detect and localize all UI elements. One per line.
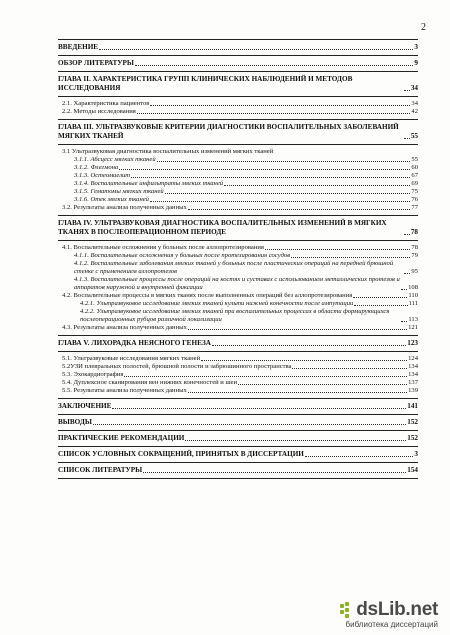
toc-entry-title: 5.5. Результаты анализа полученных данных <box>62 387 187 394</box>
toc-leader-dots <box>188 329 407 330</box>
toc-entry-page: 110 <box>408 292 418 299</box>
toc-section <box>58 97 418 120</box>
toc-chapter-entry <box>58 402 418 411</box>
toc-entry-page: 42 <box>411 108 418 115</box>
toc-entry-title: ПРАКТИЧЕСКИЕ РЕКОМЕНДАЦИИ <box>58 434 185 442</box>
toc-entry-title: 4.1.2. Воспалительные заболевания мягких тканей у больных после пластических операций на передней брюшной стенке с применением аллопротезов <box>74 260 394 275</box>
toc-entry-page: 134 <box>408 363 418 370</box>
toc-leader-dots <box>292 368 407 369</box>
toc-entry-title: 3.1 Ультразвуковая диагностика воспалительных изменений мягких тканей <box>62 148 274 155</box>
toc-entry <box>58 164 418 172</box>
toc-entry-title: ГЛАВА V. ЛИХОРАДКА НЕЯСНОГО ГЕНЕЗА <box>58 339 211 347</box>
toc-entry-page: 60 <box>411 164 418 171</box>
toc-chapter-entry <box>58 219 418 237</box>
toc-section <box>58 216 418 241</box>
toc-entry-page: 152 <box>407 418 418 426</box>
toc-entry-title: 2.1. Характеристика пациентов <box>62 100 150 107</box>
toc-entry <box>58 196 418 204</box>
toc-leader-dots <box>143 472 406 473</box>
toc-entry-page: 124 <box>408 355 418 362</box>
toc-entry-title: 4.2.1. Ультразвуковое исследование мягких тканей культи нижней конечности после ампутации <box>80 300 354 307</box>
toc-section <box>58 463 418 478</box>
toc-leader-dots <box>224 185 410 186</box>
toc-leader-dots <box>201 360 407 361</box>
toc-leader-dots <box>93 424 406 425</box>
toc-entry-title: 4.3. Результаты анализа полученных данных <box>62 324 187 331</box>
toc-entry <box>58 300 418 308</box>
watermark-subtitle: библиотека диссертаций <box>345 620 438 629</box>
toc-leader-dots <box>291 257 410 258</box>
toc-chapter-entry <box>58 339 418 348</box>
toc-entry-page: 108 <box>408 284 418 291</box>
toc-leader-dots <box>150 105 410 106</box>
toc-entry-title: 5.4. Дуплексное сканирования вен нижних конечностей и шеи <box>62 379 238 386</box>
toc-entry <box>58 276 418 292</box>
toc-entry-page: 75 <box>411 188 418 195</box>
toc-entry <box>58 188 418 196</box>
toc-entry-page: 78 <box>411 244 418 251</box>
toc-chapter-entry <box>58 123 418 141</box>
toc-leader-dots <box>212 345 406 346</box>
toc-leader-dots <box>185 440 406 441</box>
toc-leader-dots <box>137 113 411 114</box>
toc-entry-page: 154 <box>407 466 418 474</box>
toc-section <box>58 352 418 399</box>
toc-leader-dots <box>165 193 411 194</box>
toc-chapter-entry <box>58 450 418 459</box>
toc-entry-title: 5.2УЗИ плевральных полостей, брюшной полости и забрюшинного пространства <box>62 363 292 370</box>
toc-entry <box>58 363 418 371</box>
toc-leader-dots <box>404 234 410 235</box>
toc-chapter-entry <box>58 434 418 443</box>
toc-chapter-entry <box>58 418 418 427</box>
toc-leader-dots <box>157 161 411 162</box>
toc-entry <box>58 204 418 212</box>
toc-entry-title: 3.1.1. Абсцесс мягких тканей <box>74 156 156 163</box>
toc-entry-page: 152 <box>407 434 418 442</box>
toc-chapter-entry <box>58 43 418 52</box>
toc-entry-page: 78 <box>410 228 418 236</box>
toc-section <box>58 336 418 352</box>
watermark-logo-text: dsLib.net <box>356 599 438 620</box>
toc-entry <box>58 355 418 363</box>
toc-entry <box>58 387 418 395</box>
toc-section <box>58 56 418 72</box>
toc-section <box>58 72 418 97</box>
toc-entry-page: 9 <box>414 59 418 67</box>
toc-entry-title: 5.1. Ультразвуковые исследования мягких тканей <box>62 355 201 362</box>
toc-entry-title: ГЛАВА II. ХАРАКТЕРИСТИКА ГРУПП КЛИНИЧЕСКИХ НАБЛЮДЕНИЙ И МЕТОДОВ ИССЛЕДОВАНИЯ <box>58 75 353 92</box>
page-number: 2 <box>421 22 426 33</box>
toc-entry-title: ВЫВОДЫ <box>58 418 92 426</box>
toc-entry-title: 4.2. Воспалительные процессы в мягких тканях после выполненных операций без аллопротезирования <box>62 292 353 299</box>
toc-leader-dots <box>305 456 414 457</box>
toc-entry-page: 95 <box>411 268 418 275</box>
toc-entry-page: 141 <box>407 402 418 410</box>
toc-entry-page: 134 <box>408 371 418 378</box>
toc-entry-title: СПИСОК УСЛОВНЫХ СОКРАЩЕНИЙ, ПРИНЯТЫХ В ДИССЕРТАЦИИ <box>58 450 304 458</box>
toc-entry-title: 3.1.3. Остеомиелит <box>74 172 131 179</box>
toc-leader-dots <box>401 289 407 290</box>
toc-leader-dots <box>401 321 407 322</box>
toc-entry-title: ГЛАВА IV. УЛЬТРАЗВУКОВАЯ ДИАГНОСТИКА ВОСПАЛИТЕЛЬНЫХ ИЗМЕНЕНИЙ В МЯГКИХ ТКАНЯХ В ПОСЛЕОПЕРАЦИОННОМ ПЕРИОДЕ <box>58 219 387 236</box>
toc-section <box>58 431 418 447</box>
toc-leader-dots <box>265 249 410 250</box>
toc-entry-page: 76 <box>411 196 418 203</box>
toc-leader-dots <box>404 90 410 91</box>
toc-entry <box>58 148 418 156</box>
watermark <box>340 599 438 629</box>
toc-leader-dots <box>150 201 410 202</box>
toc-entry-page: 34 <box>410 84 418 92</box>
toc-chapter-entry <box>58 466 418 475</box>
toc-entry-page: 123 <box>407 339 418 347</box>
toc-entry-title: ВВЕДЕНИЕ <box>58 43 99 51</box>
toc-section <box>58 120 418 145</box>
toc-entry-title: 3.1.5. Гематомы мягких тканей <box>74 188 164 195</box>
toc-leader-dots <box>238 384 407 385</box>
toc-entry-page: 3 <box>414 450 418 458</box>
toc-entry-title: 3.2. Результаты анализа полученных данных <box>62 204 187 211</box>
toc-section <box>58 447 418 463</box>
toc-entry <box>58 308 418 324</box>
toc-entry-title: 5.3. Эхокардиография <box>62 371 124 378</box>
toc-entry <box>58 260 418 276</box>
toc-entry-title: 3.1.6. Отек мягких тканей <box>74 196 149 203</box>
toc-entry <box>58 180 418 188</box>
toc-entry-title: 3.1.4. Воспалительные инфильтраты мягких тканей <box>74 180 224 187</box>
toc-entry-title: 2.2. Методы исследования <box>62 108 136 115</box>
toc-entry-title: СПИСОК ЛИТЕРАТУРЫ <box>58 466 143 474</box>
toc-entry-title: 4.2.2. Ультразвуковое исследование мягких тканей при воспалительных процессах в области формирующихся послеоперационных рубцов различной локализации <box>80 308 390 323</box>
toc-entry <box>58 244 418 252</box>
toc-entry <box>58 371 418 379</box>
toc-leader-dots <box>112 408 406 409</box>
toc-entry <box>58 379 418 387</box>
toc-leader-dots <box>99 49 413 50</box>
toc-entry <box>58 108 418 116</box>
table-of-contents <box>58 39 418 479</box>
toc-entry-page: 121 <box>408 324 418 331</box>
toc-entry <box>58 100 418 108</box>
toc-leader-dots <box>188 392 407 393</box>
toc-entry-page: 79 <box>411 252 418 259</box>
toc-entry-page: 139 <box>408 387 418 394</box>
toc-section <box>58 399 418 415</box>
toc-leader-dots <box>124 376 407 377</box>
toc-entry-page: 69 <box>411 180 418 187</box>
toc-entry-page: 111 <box>408 300 418 307</box>
toc-chapter-entry <box>58 75 418 93</box>
toc-entry-title: 4.1.1. Воспалительные осложнения у больных после протезирования сосудов <box>74 252 291 259</box>
toc-entry-page: 55 <box>410 132 418 140</box>
toc-entry-title: 4.1. Воспалительные осложнения у больных после аллопротезирования <box>62 244 264 251</box>
toc-section <box>58 40 418 56</box>
toc-entry <box>58 324 418 332</box>
toc-leader-dots <box>188 209 411 210</box>
toc-entry <box>58 252 418 260</box>
toc-leader-dots <box>404 273 410 274</box>
toc-leader-dots <box>404 138 410 139</box>
toc-entry-title: ЗАКЛЮЧЕНИЕ <box>58 402 112 410</box>
toc-entry-title: 4.1.3. Воспалительные процессы после операций на костях и суставах с использованием металлических протезов и аппаратов наружной и внутренней фиксации <box>74 276 400 291</box>
dslib-squares-icon <box>340 602 352 618</box>
toc-entry-title: ОБЗОР ЛИТЕРАТУРЫ <box>58 59 134 67</box>
toc-entry-page: 67 <box>411 172 418 179</box>
toc-section <box>58 415 418 431</box>
toc-entry-page: 77 <box>411 204 418 211</box>
toc-entry-page: 55 <box>411 156 418 163</box>
toc-section <box>58 241 418 336</box>
toc-entry <box>58 156 418 164</box>
toc-chapter-entry <box>58 59 418 68</box>
toc-leader-dots <box>131 177 410 178</box>
toc-leader-dots <box>354 305 407 306</box>
toc-leader-dots <box>353 297 407 298</box>
toc-entry-page: 113 <box>408 316 418 323</box>
toc-entry-page: 137 <box>408 379 418 386</box>
toc-entry <box>58 172 418 180</box>
toc-section <box>58 145 418 216</box>
toc-leader-dots <box>135 65 413 66</box>
toc-entry <box>58 292 418 300</box>
toc-entry-title: ГЛАВА III. УЛЬТРАЗВУКОВЫЕ КРИТЕРИИ ДИАГНОСТИКИ ВОСПАЛИТЕЛЬНЫХ ЗАБОЛЕВАНИЙ МЯГКИХ ТКАНЕЙ <box>58 123 399 140</box>
toc-entry-page: 34 <box>411 100 418 107</box>
toc-leader-dots <box>119 169 410 170</box>
toc-entry-title: 3.1.2. Флегмона <box>74 164 119 171</box>
watermark-logo <box>340 599 438 621</box>
toc-entry-page: 3 <box>414 43 418 51</box>
